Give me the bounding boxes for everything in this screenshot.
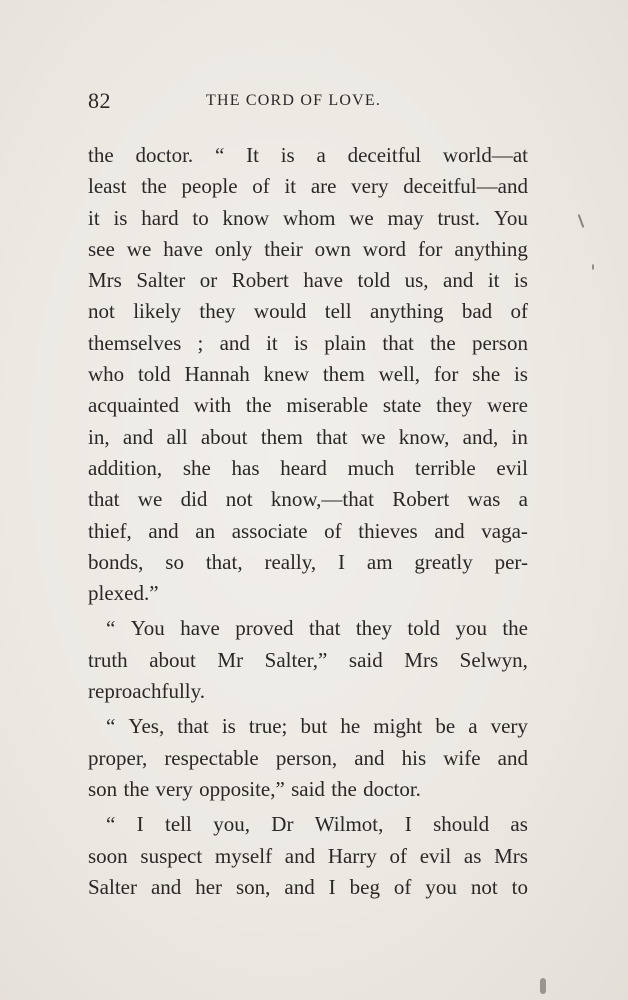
word: were <box>487 393 528 418</box>
text-line <box>88 296 528 327</box>
word: would <box>253 299 307 324</box>
word: who <box>88 362 125 387</box>
word: told <box>137 362 171 387</box>
text-line <box>88 516 528 547</box>
word: not <box>470 874 498 899</box>
word: heard <box>280 455 327 480</box>
running-title: THE CORD OF LOVE. <box>206 92 382 109</box>
word: addition, <box>88 455 163 480</box>
word: he <box>340 714 361 739</box>
text-line <box>88 484 528 515</box>
word: told <box>357 268 391 293</box>
word: son <box>88 776 118 801</box>
word: evil <box>496 455 528 480</box>
word: Robert <box>231 268 289 293</box>
word: suspect <box>140 843 203 868</box>
word: the <box>141 174 167 199</box>
word: or <box>199 268 218 293</box>
word: Salter <box>136 268 186 293</box>
text-line <box>88 265 528 296</box>
word: and <box>148 518 179 543</box>
word: of <box>393 874 412 899</box>
page-header <box>88 88 520 122</box>
text-line <box>88 171 528 202</box>
word: know <box>222 205 270 230</box>
word: for <box>433 362 459 387</box>
text-line <box>88 809 528 840</box>
word: is <box>513 268 528 293</box>
word: we <box>360 424 386 449</box>
word: us, <box>404 268 429 293</box>
word: they <box>355 616 392 641</box>
word: bad <box>461 299 493 324</box>
word: Robert <box>392 487 450 512</box>
word: myself <box>214 843 273 868</box>
word: you <box>425 874 457 899</box>
word: You <box>493 205 528 230</box>
word: only <box>214 236 253 261</box>
text-line <box>88 613 528 644</box>
word: Wilmot, <box>314 812 384 837</box>
word: that, <box>205 549 243 574</box>
word: told <box>407 616 441 641</box>
word: all <box>166 424 188 449</box>
word: might <box>373 714 423 739</box>
word: and <box>497 745 528 770</box>
word: them <box>322 362 365 387</box>
word: plexed.” <box>88 581 159 606</box>
word: anything <box>369 299 444 324</box>
word: have <box>180 616 220 641</box>
word: Mr <box>217 647 244 672</box>
word: “ <box>106 714 116 739</box>
word: doctor. <box>363 776 421 801</box>
word: true; <box>248 714 288 739</box>
word: very <box>155 776 193 801</box>
word: bonds, <box>88 549 144 574</box>
word: is <box>513 362 528 387</box>
word: the <box>430 330 456 355</box>
word: know, <box>398 424 450 449</box>
word: evil <box>419 843 452 868</box>
word: to <box>511 874 528 899</box>
word: Salter,” <box>264 647 328 672</box>
word: son, <box>236 874 271 899</box>
word: I <box>328 874 336 899</box>
word: I <box>404 812 412 837</box>
word: of <box>510 299 528 324</box>
word: doctor. <box>135 143 194 167</box>
word: you, <box>213 812 250 837</box>
word: said <box>291 776 325 801</box>
word: miserable <box>286 393 369 418</box>
word: really, <box>264 549 317 574</box>
word: is <box>113 205 128 230</box>
word: of <box>324 518 342 543</box>
word: likely <box>133 299 182 324</box>
word: that <box>177 714 209 739</box>
text-line <box>88 711 528 742</box>
margin-speck <box>540 978 546 994</box>
word: Salter <box>88 874 137 899</box>
word: per- <box>494 549 528 574</box>
word: her <box>195 874 223 899</box>
word: plain <box>324 330 367 355</box>
word: about <box>149 647 196 672</box>
text-line <box>88 547 528 578</box>
word: have <box>163 236 203 261</box>
word: well, <box>378 362 421 387</box>
word: be <box>435 714 456 739</box>
word: person <box>471 330 528 355</box>
word: Mrs <box>88 268 122 293</box>
word: “ <box>214 143 225 167</box>
word: the <box>331 776 357 801</box>
word: in <box>511 424 528 449</box>
word: an <box>195 518 216 543</box>
word: not <box>225 487 253 512</box>
word: we <box>137 487 163 512</box>
word: “ <box>106 812 116 837</box>
text-line <box>88 743 528 774</box>
text-line <box>88 453 528 484</box>
word: and <box>434 518 465 543</box>
word: said <box>348 647 383 672</box>
word: and <box>284 874 315 899</box>
text-line <box>88 359 528 390</box>
word: the <box>123 776 150 801</box>
word: Mrs <box>404 647 439 672</box>
text-line <box>88 774 528 805</box>
word: a <box>316 143 326 167</box>
word: was <box>467 487 501 512</box>
word: soon <box>88 843 128 868</box>
word: they <box>199 299 236 324</box>
word: very <box>490 714 528 739</box>
word: it <box>284 174 297 199</box>
word: deceitful—and <box>403 174 528 199</box>
word: Dr <box>271 812 294 837</box>
text-line <box>88 234 528 265</box>
word: own <box>314 236 351 261</box>
word: the <box>245 393 272 418</box>
text-line <box>88 676 528 707</box>
word: knew <box>263 362 310 387</box>
word: that <box>88 487 120 512</box>
word: and <box>219 330 250 355</box>
word: thief, <box>88 518 132 543</box>
word: people <box>181 174 238 199</box>
word: associate <box>231 518 308 543</box>
word: may <box>387 205 424 230</box>
word: terrible <box>415 455 476 480</box>
word: in, <box>88 424 110 449</box>
word: am <box>366 549 393 574</box>
text-line <box>88 422 528 453</box>
word: opposite,” <box>199 776 285 801</box>
word: for <box>417 236 443 261</box>
word: and <box>354 745 385 770</box>
word: should <box>433 812 490 837</box>
text-line <box>88 390 528 421</box>
word: beg <box>349 874 380 899</box>
word: least <box>88 174 127 199</box>
word: she <box>182 455 211 480</box>
word: and <box>284 843 316 868</box>
word: of <box>389 843 407 868</box>
word: a <box>468 714 478 739</box>
word: whom <box>282 205 336 230</box>
word: I <box>136 812 144 837</box>
word: to <box>192 205 209 230</box>
word: did <box>180 487 208 512</box>
word: about <box>200 424 248 449</box>
word: and <box>443 268 474 293</box>
text-line <box>88 645 528 676</box>
word: trust. <box>437 205 481 230</box>
word: that <box>316 424 348 449</box>
word: I <box>338 549 346 574</box>
word: not <box>88 299 115 324</box>
word: word <box>362 236 406 261</box>
word: the <box>88 143 114 167</box>
word: so <box>165 549 184 574</box>
word: tell <box>324 299 352 324</box>
word: you <box>455 616 487 641</box>
word: proper, <box>88 745 148 770</box>
word: them <box>260 424 303 449</box>
margin-speck <box>592 264 594 270</box>
word: wife <box>443 745 481 770</box>
word: his <box>401 745 427 770</box>
word: are <box>310 174 337 199</box>
word: we <box>349 205 374 230</box>
word: that <box>382 330 414 355</box>
text-line <box>88 578 528 609</box>
word: acquainted <box>88 393 179 418</box>
word: is <box>293 330 308 355</box>
word: she <box>472 362 501 387</box>
word: state <box>382 393 422 418</box>
word: it <box>88 205 100 230</box>
word: world—at <box>442 143 528 167</box>
word: Harry <box>327 843 377 868</box>
page-number: 82 <box>88 88 111 113</box>
text-line <box>88 328 528 359</box>
word: it <box>487 268 500 293</box>
text-line <box>88 203 528 234</box>
word: know,—that <box>270 487 374 512</box>
word: reproachfully. <box>88 679 205 704</box>
word: anything <box>454 236 528 261</box>
word: Mrs <box>494 843 528 868</box>
word: and <box>150 874 182 899</box>
word: as <box>463 843 482 868</box>
word: but <box>300 714 328 739</box>
word: deceitful <box>347 143 422 167</box>
word: respectable <box>164 745 259 770</box>
word: Yes, <box>128 714 165 739</box>
word: greatly <box>414 549 473 574</box>
word: very <box>351 174 389 199</box>
margin-speck <box>578 214 585 228</box>
word: has <box>231 455 260 480</box>
word: a <box>518 487 528 512</box>
word: and <box>122 424 154 449</box>
word: vaga- <box>481 518 528 543</box>
word: the <box>502 616 528 641</box>
word: hard <box>141 205 179 230</box>
word: It <box>246 143 259 167</box>
text-line <box>88 872 528 903</box>
word: ; <box>197 330 204 355</box>
word: is <box>221 714 236 739</box>
word: they <box>436 393 473 418</box>
word: that <box>308 616 341 641</box>
word: and, <box>462 424 499 449</box>
word: their <box>264 236 303 261</box>
word: it <box>266 330 278 355</box>
text-line <box>88 140 528 171</box>
word: with <box>193 393 232 418</box>
word: You <box>130 616 165 641</box>
word: proved <box>235 616 294 641</box>
text-line <box>88 841 528 872</box>
word: person, <box>275 745 338 770</box>
word: much <box>347 455 395 480</box>
word: tell <box>165 812 192 837</box>
word: of <box>252 174 270 199</box>
word: thieves <box>358 518 418 543</box>
word: truth <box>88 647 128 672</box>
word: is <box>280 143 295 167</box>
word: see <box>88 236 115 261</box>
word: Selwyn, <box>459 647 528 672</box>
word: themselves <box>88 330 182 355</box>
word: as <box>510 812 528 837</box>
body-text <box>88 140 528 903</box>
word: we <box>126 236 152 261</box>
word: Hannah <box>184 362 250 387</box>
word: have <box>303 268 344 293</box>
word: “ <box>106 616 116 641</box>
